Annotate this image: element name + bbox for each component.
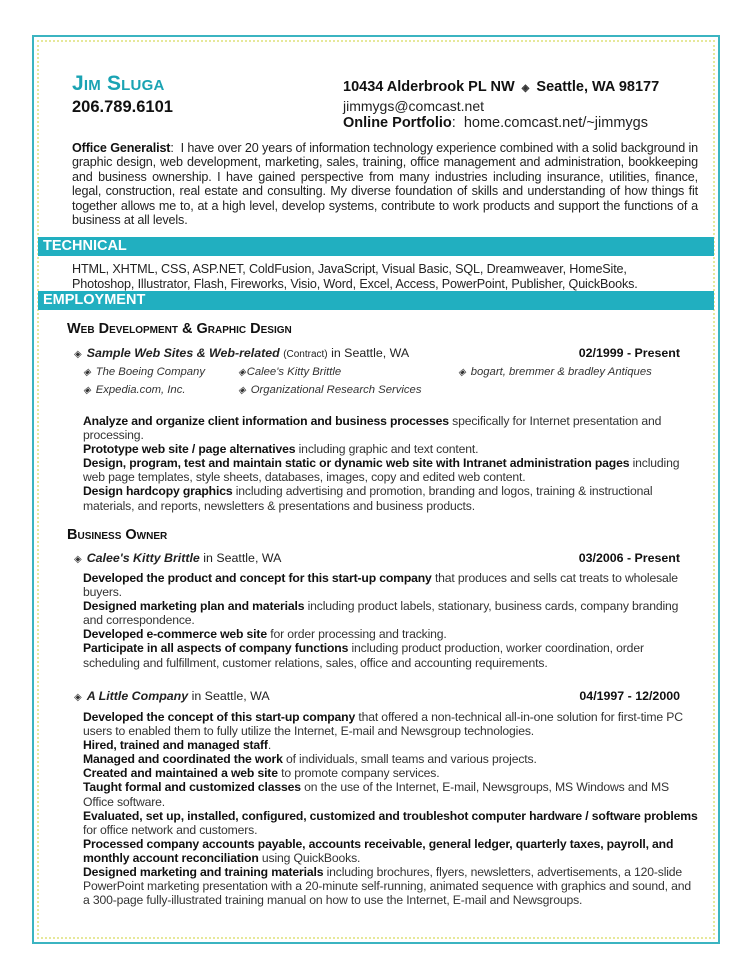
duty-detail: on the use of the Internet, E-mail, Newsgroups, MS Windows and MS Office software. bbox=[83, 780, 669, 809]
address-street: 10434 Alderbrook PL NW bbox=[343, 79, 515, 95]
duty-item bbox=[83, 752, 699, 766]
client-name: The Boeing Company bbox=[95, 366, 205, 378]
duty-detail: specifically for Internet presentation and processing. bbox=[83, 414, 662, 443]
job-location: in Seattle, WA bbox=[331, 346, 410, 360]
job-dates: 02/1999 - Present bbox=[578, 346, 680, 360]
duty-detail: including graphic and text content. bbox=[295, 442, 479, 457]
client-item bbox=[83, 384, 186, 396]
duty-highlight: Processed company accounts payable, accounts receivable, general ledger, quarterly taxes, payroll, and monthly account reconciliation bbox=[83, 836, 674, 865]
portfolio-label: Online Portfolio bbox=[343, 115, 452, 131]
duty-item bbox=[83, 780, 699, 808]
diamond-bullet-icon: ◈ bbox=[83, 367, 91, 378]
duty-highlight: Designed marketing and training materials bbox=[83, 865, 324, 880]
duty-item bbox=[83, 571, 699, 599]
diamond-bullet-icon: ◈ bbox=[74, 554, 82, 565]
summary-title: Office Generalist bbox=[72, 141, 171, 155]
duty-highlight: Taught formal and customized classes bbox=[83, 780, 301, 795]
duty-highlight: Participate in all aspects of company functions bbox=[83, 641, 349, 656]
duty-detail: to promote company services. bbox=[277, 766, 440, 781]
duty-highlight: Hired, trained and managed staff bbox=[83, 738, 268, 753]
duty-item bbox=[83, 641, 699, 669]
duty-item bbox=[83, 837, 699, 865]
client-item bbox=[238, 384, 422, 396]
summary-text: I have over 20 years of information technology experience combined with a solid background in graphic design, web development, marketing, sales, training, office management and administration, bookkeeping and business ownership. I have gained perspective from many industries including insurance, utilities, finance, legal, construction, real estate and consulting. My diverse foundation of skills and understanding of how things fit together allows me to, at a high level, develop systems, contribute to work products and support the functions of a business at all levels. bbox=[72, 141, 698, 228]
job-company: Calee's Kitty Brittle bbox=[86, 551, 200, 565]
job-dates: 03/2006 - Present bbox=[578, 551, 680, 565]
duty-item bbox=[83, 442, 699, 456]
duty-highlight: Managed and coordinated the work bbox=[83, 752, 283, 767]
duty-highlight: Analyze and organize client information and business processes bbox=[83, 414, 449, 428]
duty-item bbox=[83, 599, 699, 627]
job-company: Sample Web Sites & Web-related bbox=[86, 346, 280, 360]
job-header bbox=[74, 551, 680, 565]
duty-detail: including product production, worker coordination, order scheduling and fulfillment, customer relations, sales, office and accounting requirements. bbox=[83, 641, 644, 670]
duty-detail: of individuals, small teams and various projects. bbox=[282, 752, 537, 767]
duty-highlight: Design, program, test and maintain static or dynamic web site with Intranet administration pages bbox=[83, 456, 630, 471]
diamond-bullet-icon: ◈ bbox=[238, 367, 246, 378]
client-name: Organizational Research Services bbox=[250, 384, 422, 396]
technical-skills bbox=[72, 262, 702, 291]
diamond-bullet-icon: ◈ bbox=[458, 367, 466, 378]
phone-number: 206.789.6101 bbox=[72, 98, 173, 116]
diamond-bullet-icon: ◈ bbox=[238, 385, 246, 396]
job-duties bbox=[83, 710, 699, 907]
job-duties bbox=[83, 414, 699, 513]
duty-detail: for order processing and tracking. bbox=[266, 627, 447, 642]
job-header bbox=[74, 689, 680, 703]
duty-highlight: Designed marketing plan and materials bbox=[83, 599, 305, 614]
summary: Office Generalist: I have over 20 years of information technology experience combined with a solid background in graphic design, web development, marketing, sales, training, office management and administration, bookkeeping and business ownership. I have gained perspective from many industries including insurance, utilities, finance, legal, construction, real estate and consulting. My diverse foundation of skills and understanding of how things fit together allows me to, at a high level, develop systems, contribute to work products and support the functions of a business at all levels. bbox=[72, 141, 698, 228]
job-location: in Seattle, WA bbox=[203, 551, 282, 565]
client-name: Calee's Kitty Brittle bbox=[246, 366, 342, 378]
diamond-bullet-icon: ◈ bbox=[521, 83, 530, 94]
duty-highlight: Design hardcopy graphics bbox=[83, 484, 233, 499]
duty-detail: that offered a non-technical all-in-one solution for first-time PC users to enabled them to fully utilize the Internet, E-mail and Newsgroup technologies. bbox=[83, 710, 683, 739]
duty-item bbox=[83, 456, 699, 484]
duty-detail: for office network and customers. bbox=[83, 822, 258, 837]
job-location: in Seattle, WA bbox=[191, 689, 270, 703]
job-dates: 04/1997 - 12/2000 bbox=[579, 689, 680, 703]
section-title: Business Owner bbox=[67, 527, 168, 543]
client-name: bogart, bremmer & bradley Antiques bbox=[470, 366, 652, 378]
job-note: (Contract) bbox=[283, 349, 328, 360]
duty-item bbox=[83, 484, 699, 512]
client-item bbox=[238, 366, 341, 378]
duty-item bbox=[83, 809, 699, 837]
technical-line: HTML, XHTML, CSS, ASP.NET, ColdFusion, JavaScript, Visual Basic, SQL, Dreamweaver, HomeSite, bbox=[72, 262, 627, 276]
client-item bbox=[83, 366, 205, 378]
duty-detail: including product labels, stationary, business cards, company branding and correspondence. bbox=[83, 599, 679, 628]
job-header bbox=[74, 346, 680, 360]
duty-item bbox=[83, 414, 699, 442]
duty-detail: using QuickBooks. bbox=[258, 850, 361, 865]
duty-highlight: Prototype web site / page alternatives bbox=[83, 442, 296, 457]
duty-detail: . bbox=[267, 738, 272, 753]
duty-highlight: Evaluated, set up, installed, configured, customized and troubleshot computer hardware / software problems bbox=[83, 808, 698, 823]
email-link[interactable]: jimmygs@comcast.net bbox=[343, 98, 485, 114]
duty-item bbox=[83, 865, 699, 907]
candidate-name: Jim Sluga bbox=[72, 72, 165, 95]
address-city: Seattle, WA 98177 bbox=[536, 79, 660, 95]
client-name: Expedia.com, Inc. bbox=[95, 384, 186, 396]
duty-item bbox=[83, 710, 699, 738]
diamond-bullet-icon: ◈ bbox=[83, 385, 91, 396]
duty-highlight: Created and maintained a web site bbox=[83, 766, 278, 781]
diamond-bullet-icon: ◈ bbox=[74, 692, 82, 703]
technical-line: Photoshop, Illustrator, Flash, Fireworks, Visio, Word, Excel, Access, PowerPoint, Publisher, QuickBooks. bbox=[72, 276, 638, 291]
client-item bbox=[458, 366, 652, 378]
duty-detail: including brochures, flyers, newsletters, advertisements, a 120-slide PowerPoint marketing presentation with a 20-minute self-running, animated sequence with graphics and sound, and a 300-page fully-illustrated training manual on how to use the Internet, E-mail and Newsgroups. bbox=[83, 865, 691, 908]
portfolio: Online Portfolio: home.comcast.net/~jimmygs bbox=[343, 115, 648, 131]
duty-highlight: Developed e-commerce web site bbox=[83, 627, 267, 642]
portfolio-link[interactable]: home.comcast.net/~jimmygs bbox=[463, 115, 648, 131]
diamond-bullet-icon: ◈ bbox=[74, 349, 82, 360]
duty-item bbox=[83, 627, 699, 641]
duty-item bbox=[83, 738, 699, 752]
technical-heading-bar: TECHNICAL bbox=[38, 237, 714, 256]
duty-detail: including advertising and promotion, branding and logos, training & instructional materials, and reports, newsletters & presentations and business products. bbox=[83, 484, 653, 513]
duty-item bbox=[83, 766, 699, 780]
section-title: Web Development & Graphic Design bbox=[67, 321, 292, 337]
duty-detail: that produces and sells cat treats to wholesale buyers. bbox=[83, 571, 678, 600]
duty-highlight: Developed the product and concept for this start-up company bbox=[83, 571, 432, 585]
job-duties bbox=[83, 571, 699, 670]
job-company: A Little Company bbox=[86, 689, 189, 703]
address bbox=[343, 79, 659, 95]
duty-detail: including web page templates, style sheets, databases, images, copy and edited web content. bbox=[83, 456, 680, 485]
employment-heading-bar: EMPLOYMENT bbox=[38, 291, 714, 310]
duty-highlight: Developed the concept of this start-up company bbox=[83, 710, 356, 724]
